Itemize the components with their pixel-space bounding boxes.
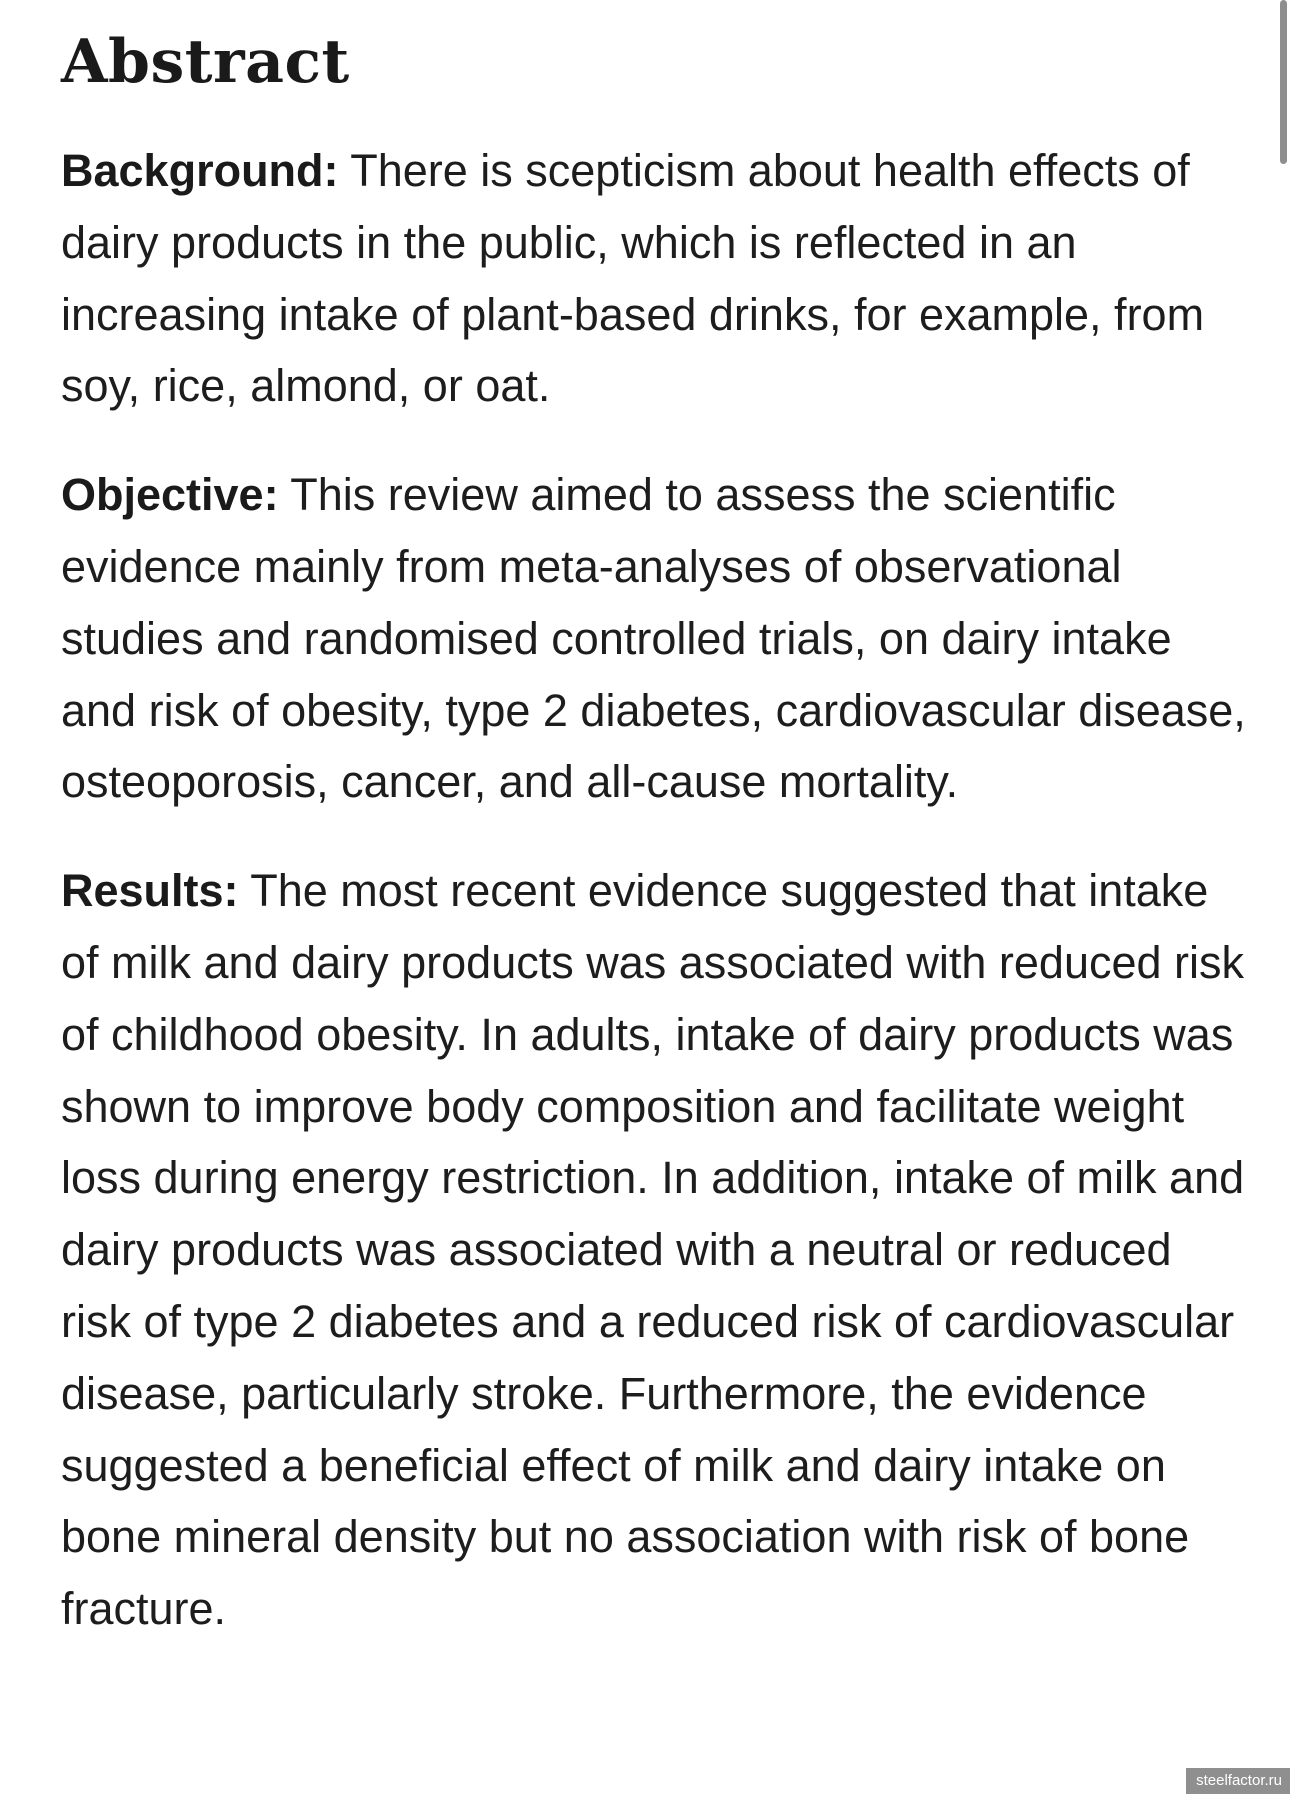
objective-text: This review aimed to assess the scientific evidence mainly from meta-analyses of observational studies and randomised controlled trials, on dairy intake and risk of obesity, type 2 diabetes, cardiovascular disease, osteoporosis, cancer, and all-cause mortality. [61,469,1246,808]
results-label: Results: [61,865,239,917]
results-paragraph [61,855,1251,1645]
watermark: steelfactor.ru [1186,1768,1290,1794]
objective-paragraph [61,459,1251,818]
background-paragraph [61,135,1251,422]
background-text: There is scepticism about health effects of dairy products in the public, which is reflected in an increasing intake of plant-based drinks, for example, from soy, rice, almond, or oat. [61,145,1205,412]
vertical-scrollbar[interactable] [1276,0,1290,170]
abstract-heading: Abstract [61,27,350,97]
abstract-page [61,0,1251,1645]
results-text: The most recent evidence suggested that intake of milk and dairy products was associated with reduced risk of childhood obesity. In adults, intake of dairy products was shown to improve body composition and facilitate weight loss during energy restriction. In addition, intake of milk and dairy products was associated with a neutral or reduced risk of type 2 diabetes and a reduced risk of cardiovascular disease, particularly stroke. Furthermore, the evidence suggested a beneficial effect of milk and dairy intake on bone mineral density but no association with risk of bone fracture. [61,865,1245,1635]
background-label: Background: [61,145,339,196]
objective-label: Objective: [61,469,279,521]
scrollbar-thumb[interactable] [1280,0,1287,164]
